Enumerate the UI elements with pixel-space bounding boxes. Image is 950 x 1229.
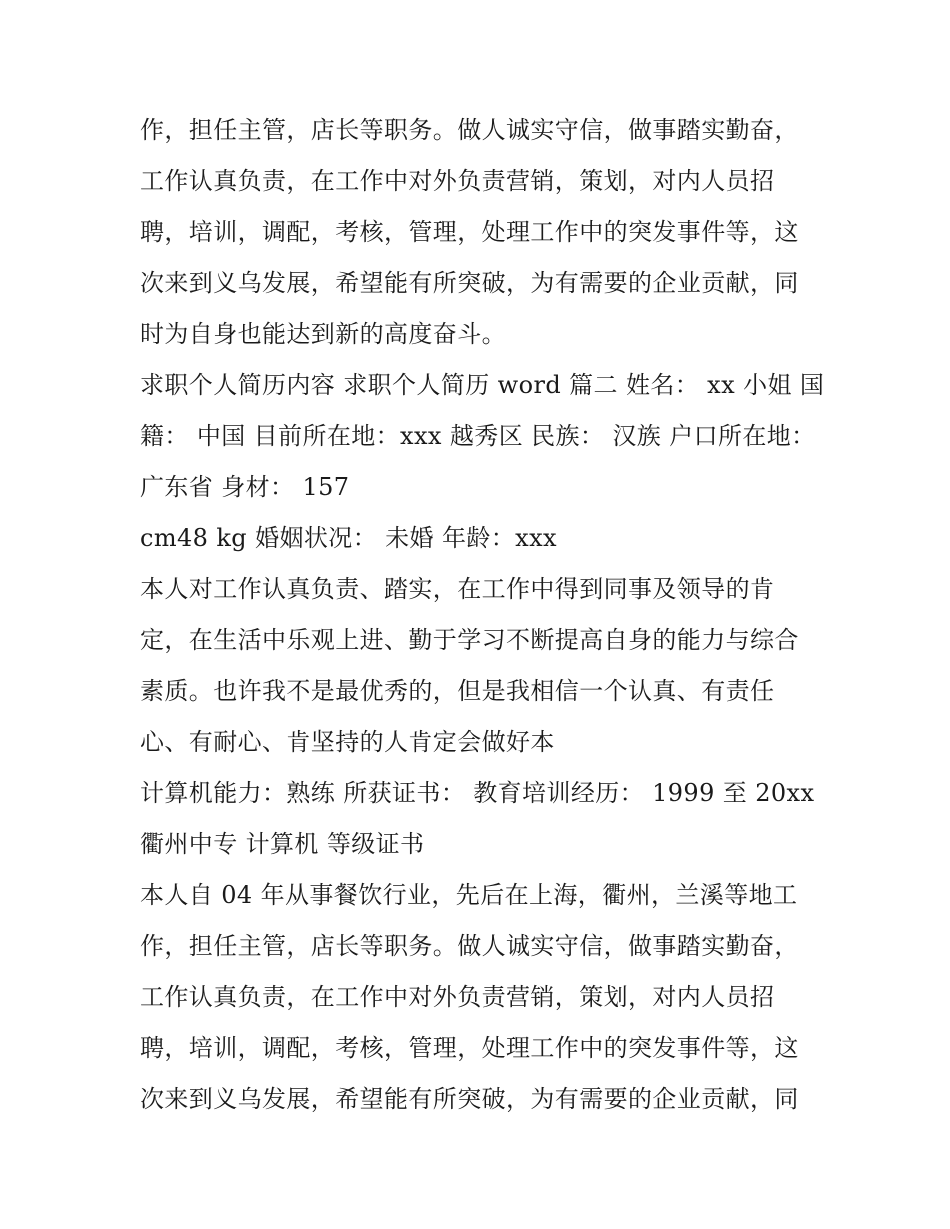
text-line: 素质。也许我不是最优秀的，但是我相信一个认真、有责任: [140, 677, 775, 705]
text-line: 衢州中专 计算机 等级证书: [140, 830, 425, 858]
text-line: 广东省 身材： 157: [140, 473, 350, 501]
text-line: 求职个人简历内容 求职个人简历 word 篇二 姓名： xx 小姐 国: [140, 371, 825, 399]
text-line: 籍： 中国 目前所在地：xxx 越秀区 民族： 汉族 户口所在地：: [140, 422, 816, 450]
text-line: 作，担任主管，店长等职务。做人诚实守信，做事踏实勤奋，: [140, 932, 799, 960]
text-line: 计算机能力：熟练 所获证书： 教育培训经历： 1999 至 20xx: [140, 779, 815, 807]
text-line: 时为自身也能达到新的高度奋斗。: [140, 320, 506, 348]
text-line: 本人自 04 年从事餐饮行业，先后在上海，衢州，兰溪等地工: [140, 881, 798, 909]
text-line: 工作认真负责，在工作中对外负责营销，策划，对内人员招: [140, 983, 775, 1011]
text-line: 作，担任主管，店长等职务。做人诚实守信，做事踏实勤奋，: [140, 116, 799, 144]
text-line: 定，在生活中乐观上进、勤于学习不断提高自身的能力与综合: [140, 626, 799, 654]
text-line: 次来到义乌发展，希望能有所突破，为有需要的企业贡献，同: [140, 1085, 799, 1113]
document-body: [140, 105, 825, 1125]
text-line: 心、有耐心、肯坚持的人肯定会做好本: [140, 728, 555, 756]
text-line: 聘，培训，调配，考核，管理，处理工作中的突发事件等，这: [140, 218, 799, 246]
text-line: 聘，培训，调配，考核，管理，处理工作中的突发事件等，这: [140, 1034, 799, 1062]
text-line: 本人对工作认真负责、踏实，在工作中得到同事及领导的肯: [140, 575, 775, 603]
text-line: 工作认真负责，在工作中对外负责营销，策划，对内人员招: [140, 167, 775, 195]
text-line: 次来到义乌发展，希望能有所突破，为有需要的企业贡献，同: [140, 269, 799, 297]
text-line: cm48 kg 婚姻状况： 未婚 年龄：xxx: [140, 524, 557, 552]
